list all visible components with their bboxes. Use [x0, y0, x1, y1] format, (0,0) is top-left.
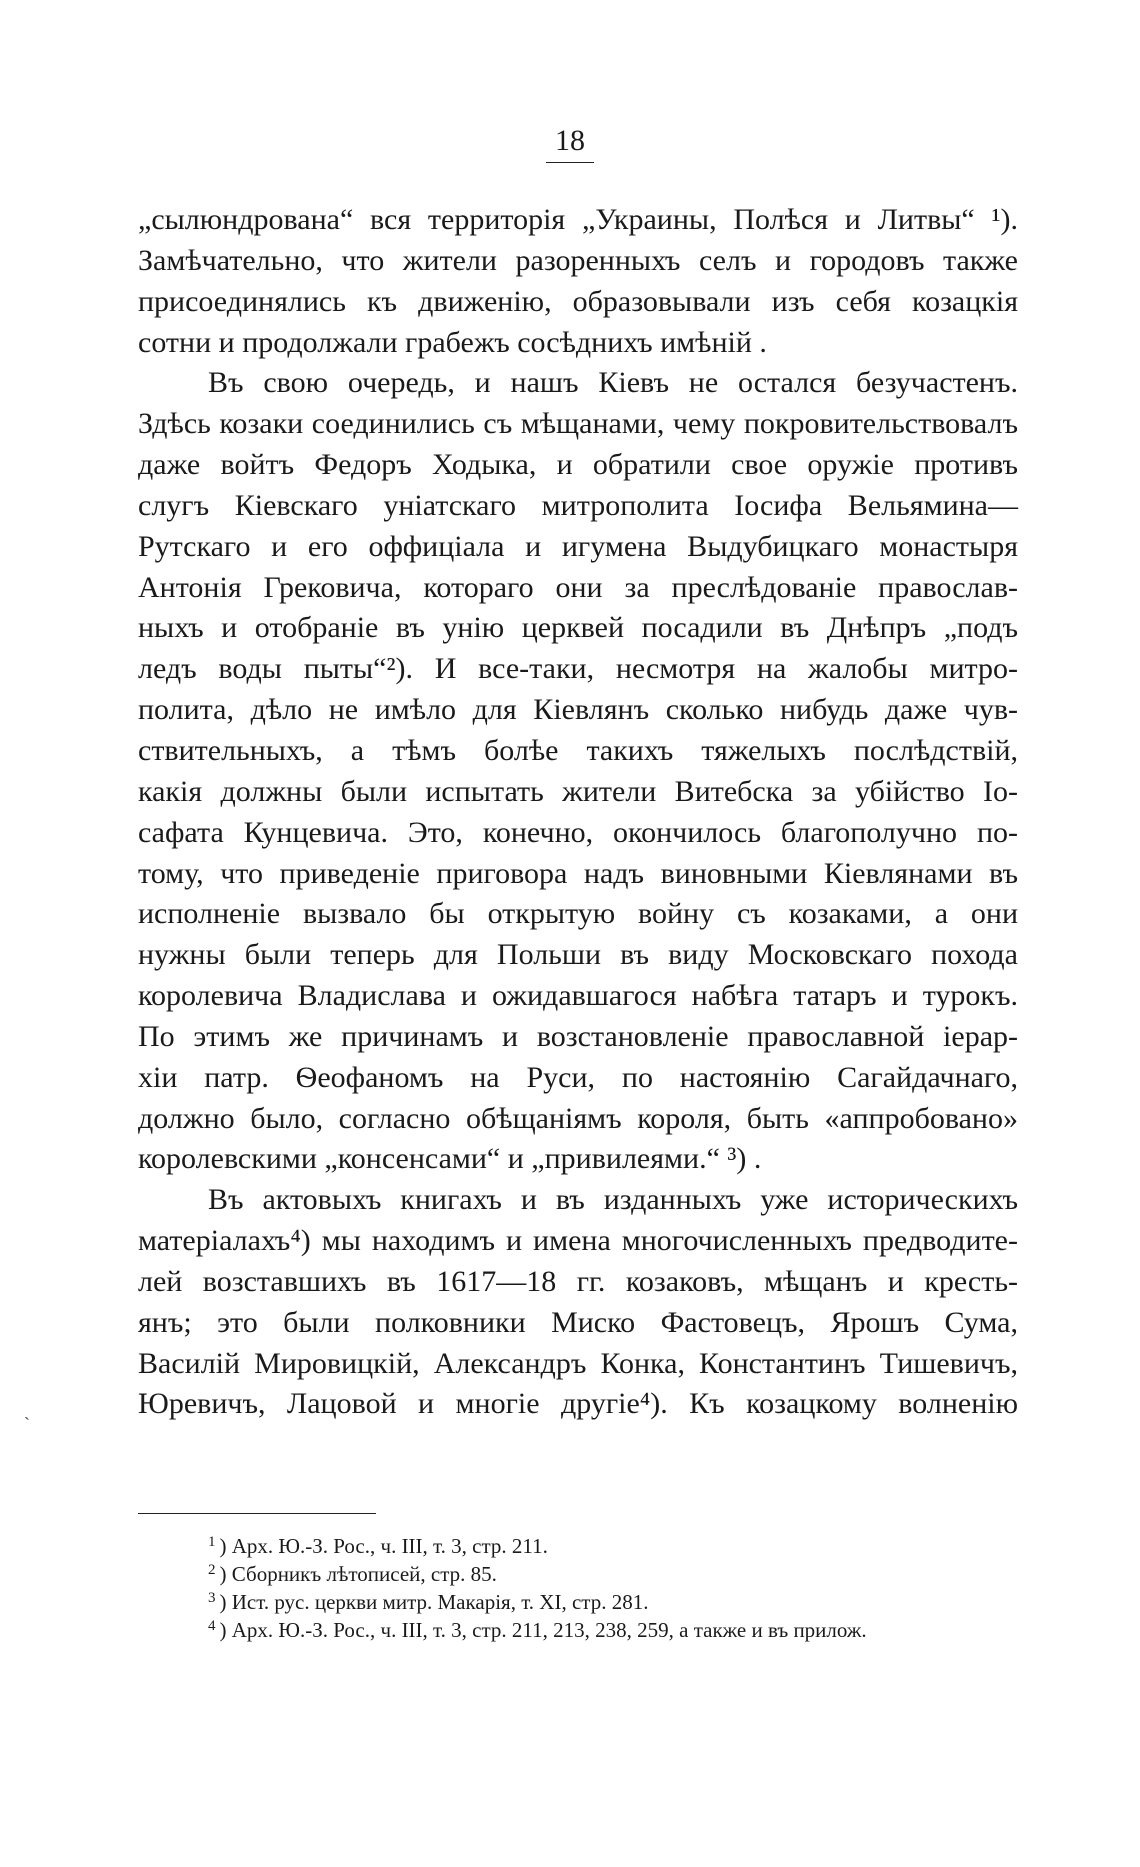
text-line: „сылюндрована“ вся территорія „Украины, Полѣся и Литвы“ ¹).: [138, 203, 1018, 236]
footnote: [208, 1612, 1028, 1640]
text-line: матеріалахъ⁴) мы находимъ и имена многочисленныхъ предводите-: [138, 1224, 1018, 1258]
text-line: Въ актовыхъ книгахъ и въ изданныхъ уже историческихъ: [208, 1183, 1018, 1217]
footnote-mark: 2: [208, 1562, 216, 1578]
text-line: ледъ воды пыты“²). И все-таки, несмотря на жалобы митро-: [138, 652, 1018, 686]
page-number: 18: [555, 124, 585, 157]
footnote-rule: [138, 1513, 376, 1514]
text-line: Рутскаго и его оффиціала и игумена Выдубицкаго монастыря: [138, 529, 1018, 563]
text-line: даже войтъ Федоръ Ходыка, и обратили свое оружіе противъ: [138, 448, 1018, 482]
text-line: лей возставшихъ въ 1617—18 гг. козаковъ, мѣщанъ и кресть-: [138, 1264, 1018, 1298]
text-line: Антонія Грековича, котораго они за преслѣдованіе православ-: [138, 570, 1018, 604]
text-line: хіи патр. Ѳеофаномъ на Руси, по настоянію Сагайдачнаго,: [138, 1060, 1018, 1094]
text-line: сотни и продолжали грабежъ сосѣднихъ имѣній .: [138, 325, 767, 359]
text-line: Юревичъ, Лацовой и многіе другіе⁴). Къ козацкому волненію: [138, 1387, 1018, 1421]
footnote-mark: 4: [208, 1618, 216, 1634]
text-line: тому, что приведеніе приговора надъ виновными Кіевлянами въ: [138, 856, 1018, 890]
body-text: [138, 200, 1018, 1425]
footnote: [208, 1556, 1028, 1584]
text-line: слугъ Кіевскаго уніатскаго митрополита Іосифа Вельямина—: [138, 488, 1018, 522]
footnote-text: ) Ист. рус. церкви митр. Макарія, т. XI, стр. 281.: [219, 1590, 649, 1614]
text-line: какія должны были испытать жители Витебска за убійство Іо-: [138, 774, 1018, 808]
page-number-rule: [546, 162, 594, 163]
text-line: ствительныхъ, а тѣмъ болѣе такихъ тяжелыхъ послѣдствій,: [138, 733, 1018, 767]
footnotes: [208, 1528, 1028, 1640]
text-line: По этимъ же причинамъ и возстановленіе православной іерар-: [138, 1019, 1018, 1053]
text-line: королевскими „консенсами“ и „привилеями.“ ³) .: [138, 1142, 762, 1176]
text-line: Здѣсь козаки соединились съ мѣщанами, чему покровительствовалъ: [138, 407, 1018, 441]
text-line: Замѣчательно, что жители разоренныхъ селъ и городовъ также: [138, 243, 1018, 277]
stray-mark: ˏ: [24, 1400, 30, 1420]
footnote-mark: 3: [208, 1590, 216, 1606]
text-line: исполненіе вызвало бы открытую войну съ козаками, а они: [138, 897, 1018, 931]
footnote-text: ) Арх. Ю.-З. Рос., ч. III, т. 3, стр. 211, 213, 238, 259, а также и въ прилож.: [219, 1618, 867, 1642]
text-line: сафата Кунцевича. Это, конечно, окончилось благополучно по-: [138, 815, 1018, 849]
text-line: янъ; это были полковники Миско Фастовецъ, Ярошъ Сума,: [138, 1305, 1018, 1339]
text-line: королевича Владислава и ожидавшагося набѣга татаръ и турокъ.: [138, 979, 1018, 1013]
footnote-mark: 1: [208, 1534, 216, 1550]
text-line: должно было, согласно обѣщаніямъ короля, быть «аппробовано»: [138, 1101, 1018, 1135]
footnote-text: ) Сборникъ лѣтописей, стр. 85.: [219, 1562, 497, 1586]
text-line: полита, дѣло не имѣло для Кіевлянъ сколько нибудь даже чув-: [138, 693, 1018, 727]
text-line: ныхъ и отобраніе въ унію церквей посадили въ Днѣпръ „подъ: [138, 611, 1018, 645]
footnote-text: ) Арх. Ю.-З. Рос., ч. III, т. 3, стр. 211.: [219, 1534, 548, 1558]
text-line: Въ свою очередь, и нашъ Кіевъ не остался безучастенъ.: [208, 366, 1018, 400]
footnote: [208, 1584, 1028, 1612]
text-line: нужны были теперь для Польши въ виду Московскаго похода: [138, 938, 1018, 972]
footnote: [208, 1528, 1028, 1556]
text-line: присоединялись къ движенію, образовывали изъ себя козацкія: [138, 284, 1018, 318]
text-line: Василій Мировицкій, Александръ Конка, Константинъ Тишевичъ,: [138, 1346, 1018, 1380]
